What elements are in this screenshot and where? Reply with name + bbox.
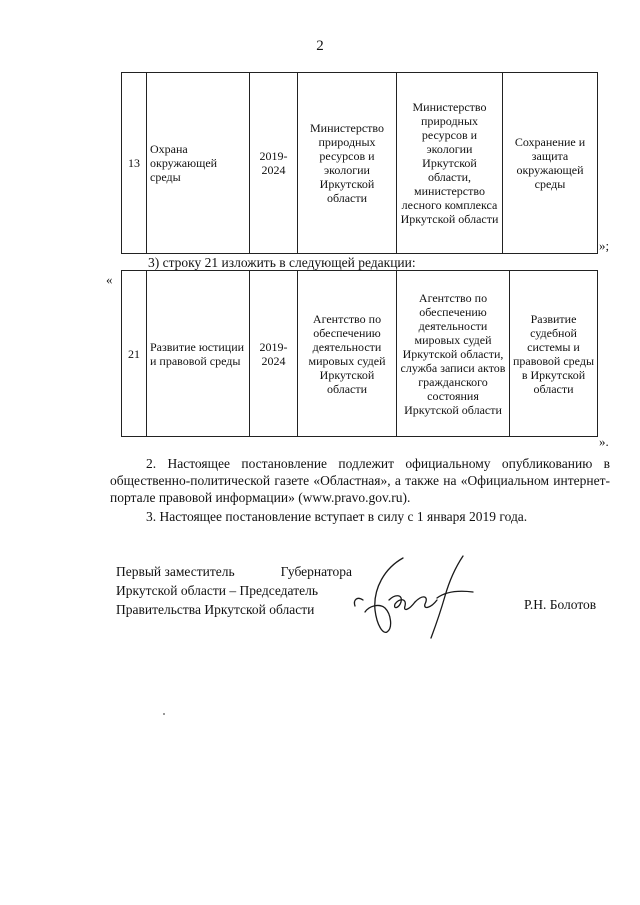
- program-name: Развитие юстиции и правовой среды: [147, 271, 250, 437]
- program-years: 2019- 2024: [250, 271, 298, 437]
- closing-quote: »;: [599, 238, 610, 253]
- program-years: 2019- 2024: [250, 73, 298, 254]
- row-number: 13: [122, 73, 147, 254]
- closing-quote: ».: [599, 434, 609, 449]
- program-name: Охрана окружающей среды: [147, 73, 250, 254]
- responsible-executor: Агентство по обеспечению деятельности мировых судей Иркутской области: [298, 271, 397, 437]
- handwritten-signature: [345, 548, 485, 648]
- signatory-title-line1a: Первый заместитель: [116, 564, 235, 579]
- instruction-line: 3) строку 21 изложить в следующей редакции:: [148, 255, 416, 270]
- page-number: 2: [316, 38, 324, 54]
- paragraph-effective-date: [110, 508, 610, 525]
- table-row-21: [121, 270, 598, 437]
- signatory-title-line1b: Губернатора: [280, 564, 352, 579]
- responsible-executor: Министерство природных ресурсов и экологии Иркутской области: [298, 73, 397, 254]
- co-executors: Министерство природных ресурсов и экологии Иркутской области, министерство лесного комплекса Иркутской области: [397, 73, 503, 254]
- program-goal: Развитие судебной системы и правовой среды в Иркутской области: [510, 271, 598, 437]
- signatory-title-line2: Иркутской области – Председатель: [116, 583, 318, 598]
- co-executors: Агентство по обеспечению деятельности мировых судей Иркутской области, служба записи актов гражданского состояния Иркутской области: [397, 271, 510, 437]
- table-row-13: [121, 72, 598, 254]
- opening-quote: «: [106, 272, 113, 287]
- paragraph-text: 3. Настоящее постановление вступает в силу с 1 января 2019 года.: [146, 509, 528, 524]
- paragraph-text: 2. Настоящее постановление подлежит официальному опубликованию в общественно-политической газете «Областная», а также на «Официальном интернет-портале правовой информации» (www.pravo.gov.ru).: [110, 456, 610, 505]
- row-number: 21: [122, 271, 147, 437]
- signatory-name: Р.Н. Болотов: [524, 597, 597, 612]
- scan-speck: [163, 713, 165, 715]
- signatory-title: [116, 562, 352, 619]
- program-goal: Сохранение и защита окружающей среды: [503, 73, 598, 254]
- paragraph-publication: [110, 455, 610, 506]
- signatory-title-line3: Правительства Иркутской области: [116, 602, 315, 617]
